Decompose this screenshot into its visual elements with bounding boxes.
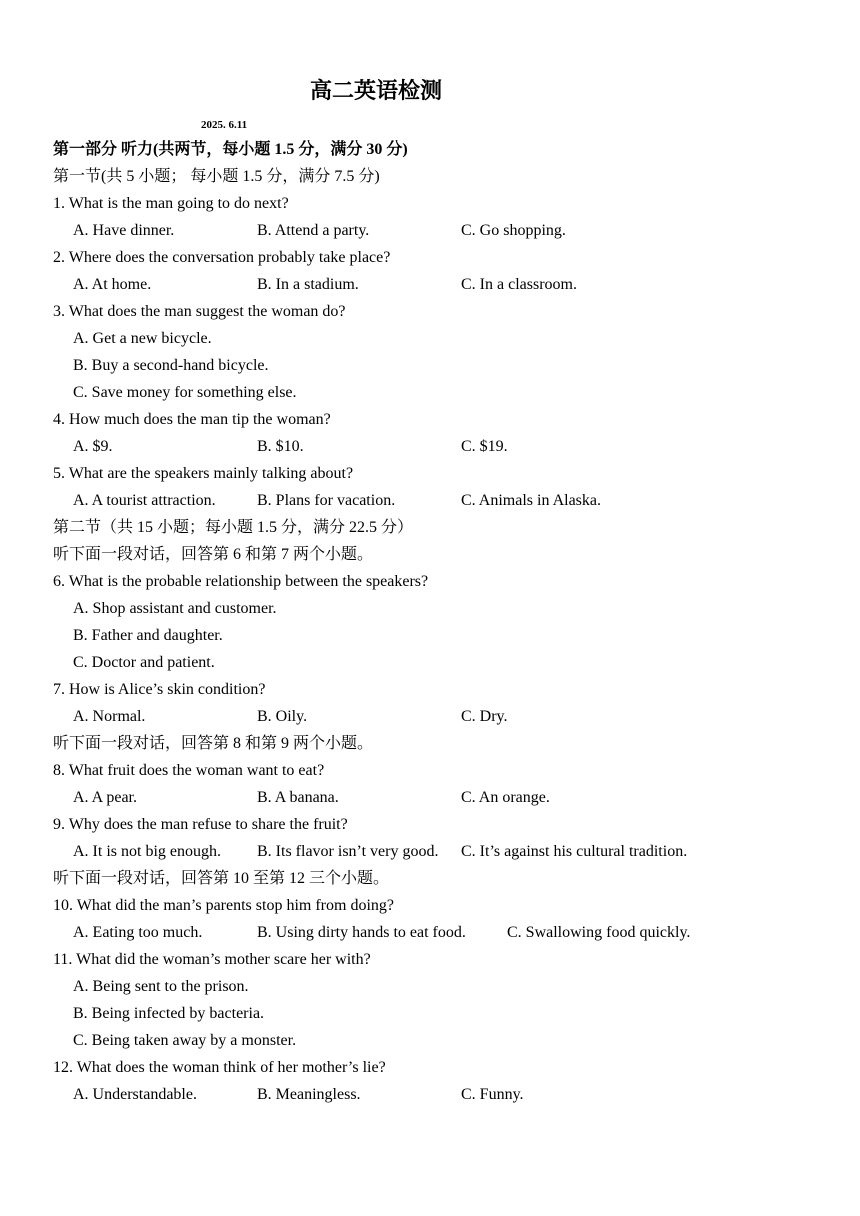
question-7-options — [53, 703, 853, 730]
question-5-options — [53, 487, 853, 514]
question-12-option-c: C. Funny. — [461, 1086, 524, 1103]
question-1-option-b: B. Attend a party. — [257, 222, 370, 239]
question-3-option-b: B. Buy a second-hand bicycle. — [73, 357, 269, 374]
instruction-q6-q7: 听下面一段对话，回答第 6 和第 7 两个小题。 — [53, 546, 374, 563]
question-7-option-a: A. Normal. — [73, 708, 146, 725]
page-title: 高二英语检测 — [309, 79, 442, 104]
question-2-option-c: C. In a classroom. — [461, 276, 577, 293]
question-12-option-a: A. Understandable. — [73, 1086, 197, 1103]
question-6-option-a: A. Shop assistant and customer. — [73, 600, 277, 617]
instruction-q10-q12: 听下面一段对话，回答第 10 至第 12 三个小题。 — [53, 870, 390, 887]
question-8-options — [53, 784, 853, 811]
question-1-stem: 1. What is the man going to do next? — [53, 195, 289, 212]
question-11-option-b: B. Being infected by bacteria. — [73, 1005, 265, 1022]
question-10-option-b: B. Using dirty hands to eat food. — [257, 924, 466, 941]
question-12-options — [53, 1081, 853, 1108]
question-12-stem: 12. What does the woman think of her mother’s lie? — [53, 1059, 386, 1076]
part1-heading: 第一部分 听力(共两节，每小题 1.5 分，满分 30 分) — [53, 141, 408, 158]
question-12-option-b: B. Meaningless. — [257, 1086, 361, 1103]
question-4-option-b: B. $10. — [257, 438, 304, 455]
question-10-options — [53, 919, 853, 946]
question-3-stem: 3. What does the man suggest the woman do? — [53, 303, 346, 320]
question-5-stem: 5. What are the speakers mainly talking about? — [53, 465, 354, 482]
question-6-option-c: C. Doctor and patient. — [73, 654, 215, 671]
question-11-stem: 11. What did the woman’s mother scare her with? — [53, 951, 371, 968]
question-1-option-a: A. Have dinner. — [73, 222, 175, 239]
question-10-stem: 10. What did the man’s parents stop him from doing? — [53, 897, 394, 914]
question-10-option-c: C. Swallowing food quickly. — [507, 924, 691, 941]
question-5-option-b: B. Plans for vacation. — [257, 492, 396, 509]
question-7-option-c: C. Dry. — [461, 708, 508, 725]
question-11-option-a: A. Being sent to the prison. — [73, 978, 249, 995]
question-5-option-c: C. Animals in Alaska. — [461, 492, 601, 509]
section1-heading: 第一节(共 5 小题； 每小题 1.5 分，满分 7.5 分) — [53, 168, 380, 185]
question-4-options — [53, 433, 853, 460]
question-11-option-c: C. Being taken away by a monster. — [73, 1032, 297, 1049]
exam-content — [53, 136, 853, 1108]
question-2-option-b: B. In a stadium. — [257, 276, 359, 293]
question-4-option-c: C. $19. — [461, 438, 508, 455]
question-9-option-a: A. It is not big enough. — [73, 843, 221, 860]
question-2-stem: 2. Where does the conversation probably take place? — [53, 249, 391, 266]
question-8-option-c: C. An orange. — [461, 789, 550, 806]
question-3-option-c: C. Save money for something else. — [73, 384, 297, 401]
question-8-option-b: B. A banana. — [257, 789, 339, 806]
section2-heading: 第二节（共 15 小题；每小题 1.5 分，满分 22.5 分） — [53, 519, 414, 536]
question-6-option-b: B. Father and daughter. — [73, 627, 223, 644]
question-4-option-a: A. $9. — [73, 438, 113, 455]
question-2-option-a: A. At home. — [73, 276, 152, 293]
question-3-option-a: A. Get a new bicycle. — [73, 330, 212, 347]
question-4-stem: 4. How much does the man tip the woman? — [53, 411, 331, 428]
question-7-option-b: B. Oily. — [257, 708, 308, 725]
question-7-stem: 7. How is Alice’s skin condition? — [53, 681, 266, 698]
instruction-q8-q9: 听下面一段对话，回答第 8 和第 9 两个小题。 — [53, 735, 374, 752]
question-9-options — [53, 838, 853, 865]
question-10-option-a: A. Eating too much. — [73, 924, 203, 941]
question-2-options — [53, 271, 853, 298]
exam-date: 2025. 6.11 — [201, 119, 248, 131]
question-1-options — [53, 217, 853, 244]
question-1-option-c: C. Go shopping. — [461, 222, 566, 239]
question-9-option-b: B. Its flavor isn’t very good. — [257, 843, 439, 860]
question-5-option-a: A. A tourist attraction. — [73, 492, 216, 509]
question-8-stem: 8. What fruit does the woman want to eat? — [53, 762, 325, 779]
question-9-stem: 9. Why does the man refuse to share the fruit? — [53, 816, 348, 833]
question-6-stem: 6. What is the probable relationship between the speakers? — [53, 573, 429, 590]
question-9-option-c: C. It’s against his cultural tradition. — [461, 843, 688, 860]
question-8-option-a: A. A pear. — [73, 789, 137, 806]
